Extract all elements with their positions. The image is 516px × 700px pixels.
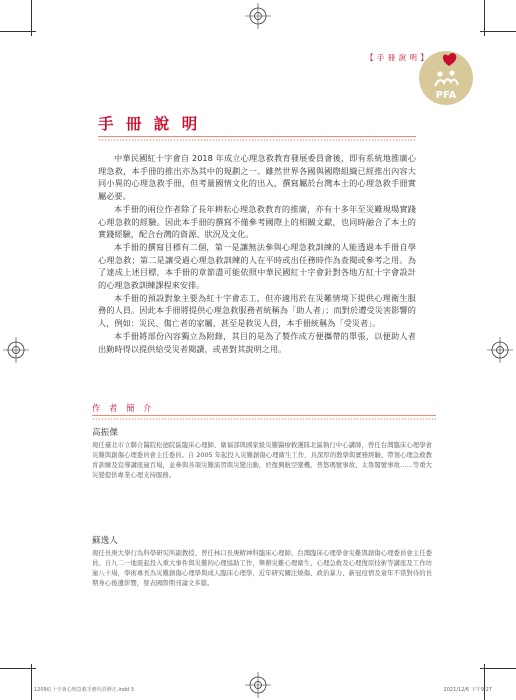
crop-mark (31, 664, 32, 700)
paragraph: 中華民國紅十字會自 2018 年成立心理急救教育發展委員會後，即有系統地推廣心理急救，本手冊的推出亦為其中的規劃之一。雖然世界各國與國際組織已經推出內容大同小異的心理急救手冊，但考量國情文化的出入，撰寫屬於台灣本土的心理急救手冊實屬必要。 (98, 153, 416, 202)
footer-timestamp: 2021/12/6 下午9:27 (443, 687, 492, 693)
pfa-logo-icon (418, 50, 474, 106)
registration-mark-icon (245, 3, 271, 29)
paragraph: 本手冊將部份內容獨立為附錄，其目的是為了製作成方便攜帶的單張，以便助人者出勤時得以提供給受災者閱讀，或者對其說明之用。 (98, 330, 416, 354)
paragraph: 本手冊的兩位作者除了長年耕耘心理急救教育的推廣，亦有十多年至災難現場實踐心理急救的經驗。因此本手冊的撰寫不僅參考國際上的相關文獻，也同時融合了本土的實踐經驗，配合台灣的資源、狀況及文化。 (98, 203, 416, 240)
title-dotted-rule (98, 139, 416, 141)
title-rule (98, 136, 416, 137)
authors-rule (92, 415, 436, 416)
authors-heading: 作 者 簡 介 (92, 403, 155, 413)
section-tag: 【 手 冊 說 明 】 (366, 53, 429, 62)
page-title: 手 冊 說 明 (98, 115, 201, 133)
author-bio: 現任臺北市立聯合醫院松德院區臨床心理師、衛福部與國家級災難醫療救護隊北區執行中心講師，曾任台灣臨床心理學會災難與創傷心理委員會主任委員。自 2005 年起投入災難創傷心理衛生工作，具深厚的教學與實務經驗，帶領心理急救教育訓練及宣導講座逾百場，並參與各項災難演習與災變出動，於復興航空墜機、普悠瑪號事故、太魯閣號事故……等重大災變提供專業心理支持服務。 (92, 441, 432, 480)
registration-mark-icon (245, 672, 271, 698)
author-bio: 現任長庚大學行為科學研究所副教授、曾任林口長庚精神科臨床心理師、台灣臨床心理學會災難與創傷心理委員會主任委員。自九二一地震起投入重大事件與災難的心理協助工作，舉辦災難心理衛生、心理急救及心理復原技術等講座及工作坊逾八十場，學術專長為災難創傷心理學與成人臨床心理學，近年研究關注燒傷、政治暴力、新冠疫情及童年不當對待的長期身心後遺影響，發表國際期刊論文多篇。 (92, 549, 432, 588)
authors-dotted-rule (92, 418, 436, 420)
crop-mark (480, 31, 516, 32)
author-name: 蘇逸人 (92, 536, 118, 546)
registration-mark-icon (487, 337, 513, 363)
svg-text:PFA: PFA (435, 90, 457, 101)
author-name: 高振傑 (92, 428, 118, 438)
crop-mark (484, 0, 485, 36)
registration-mark-icon (3, 337, 29, 363)
footer-file-name: 1209紅十字會心理急救手冊內頁修正.indd 3 (34, 687, 134, 693)
crop-mark (31, 0, 32, 36)
crop-mark (484, 664, 485, 700)
paragraph: 本手冊的撰寫目標有二個，第一是讓無法參與心理急救訓練的人能透過本手冊自學心理急救；第二是讓受過心理急救訓練的人在平時或出任務時作為查閱或參考之用。為了達成上述目標，本手冊的章節盡可能依照中華民國紅十字會針對各地方紅十字會設計的心理急救訓練課程來安排。 (98, 241, 416, 291)
paragraph: 本手冊的預設對象主要為紅十字會志工，但亦適用於在災難情境下提供心理衛生服務的人員。因此本手冊將提供心理急救服務者統稱為「助人者」；而對於遭受災害影響的人，例如：災民、傷亡者的家屬、甚至是救災人員，本手冊統稱為「受災者」。 (98, 292, 416, 329)
body-text (98, 152, 416, 355)
crop-mark (480, 668, 516, 669)
